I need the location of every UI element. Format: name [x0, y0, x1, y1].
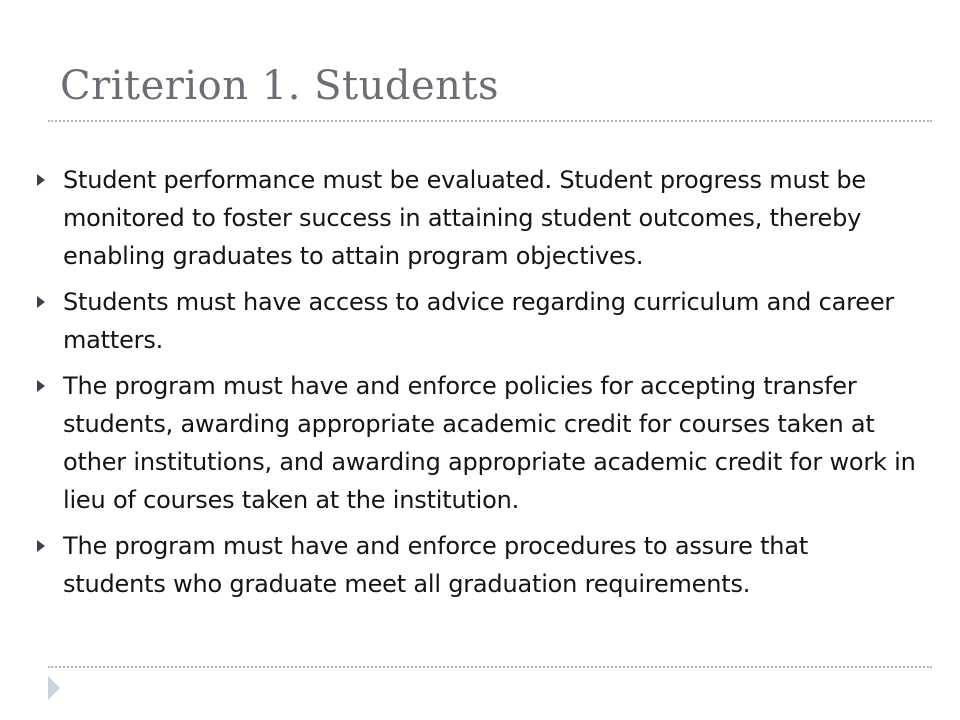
bullet-text: Students must have access to advice regarding curriculum and career matters.	[63, 288, 895, 354]
bullet-item	[36, 161, 916, 275]
bullet-item	[36, 367, 916, 519]
bullet-arrow-icon	[37, 296, 45, 308]
bullet-arrow-icon	[37, 540, 45, 552]
bullet-arrow-icon	[37, 380, 45, 392]
corner-triangle-icon	[48, 676, 60, 700]
bullet-arrow-icon	[37, 174, 45, 186]
bullet-text: The program must have and enforce procedures to assure that students who graduate meet all graduation requirements.	[63, 532, 809, 598]
bullet-item	[36, 283, 916, 359]
footer-divider	[48, 666, 932, 668]
bullet-text: The program must have and enforce policies for accepting transfer students, awarding appropriate academic credit for courses taken at other institutions, and awarding appropriate academic credit for work in lieu of courses taken at the institution.	[63, 372, 916, 514]
bullet-text: Student performance must be evaluated. Student progress must be monitored to foster success in attaining student outcomes, thereby enabling graduates to attain program objectives.	[63, 166, 867, 270]
bullet-list	[36, 161, 916, 611]
bullet-item	[36, 527, 916, 603]
slide-title: Criterion 1. Students	[60, 63, 499, 109]
title-divider	[48, 120, 932, 122]
